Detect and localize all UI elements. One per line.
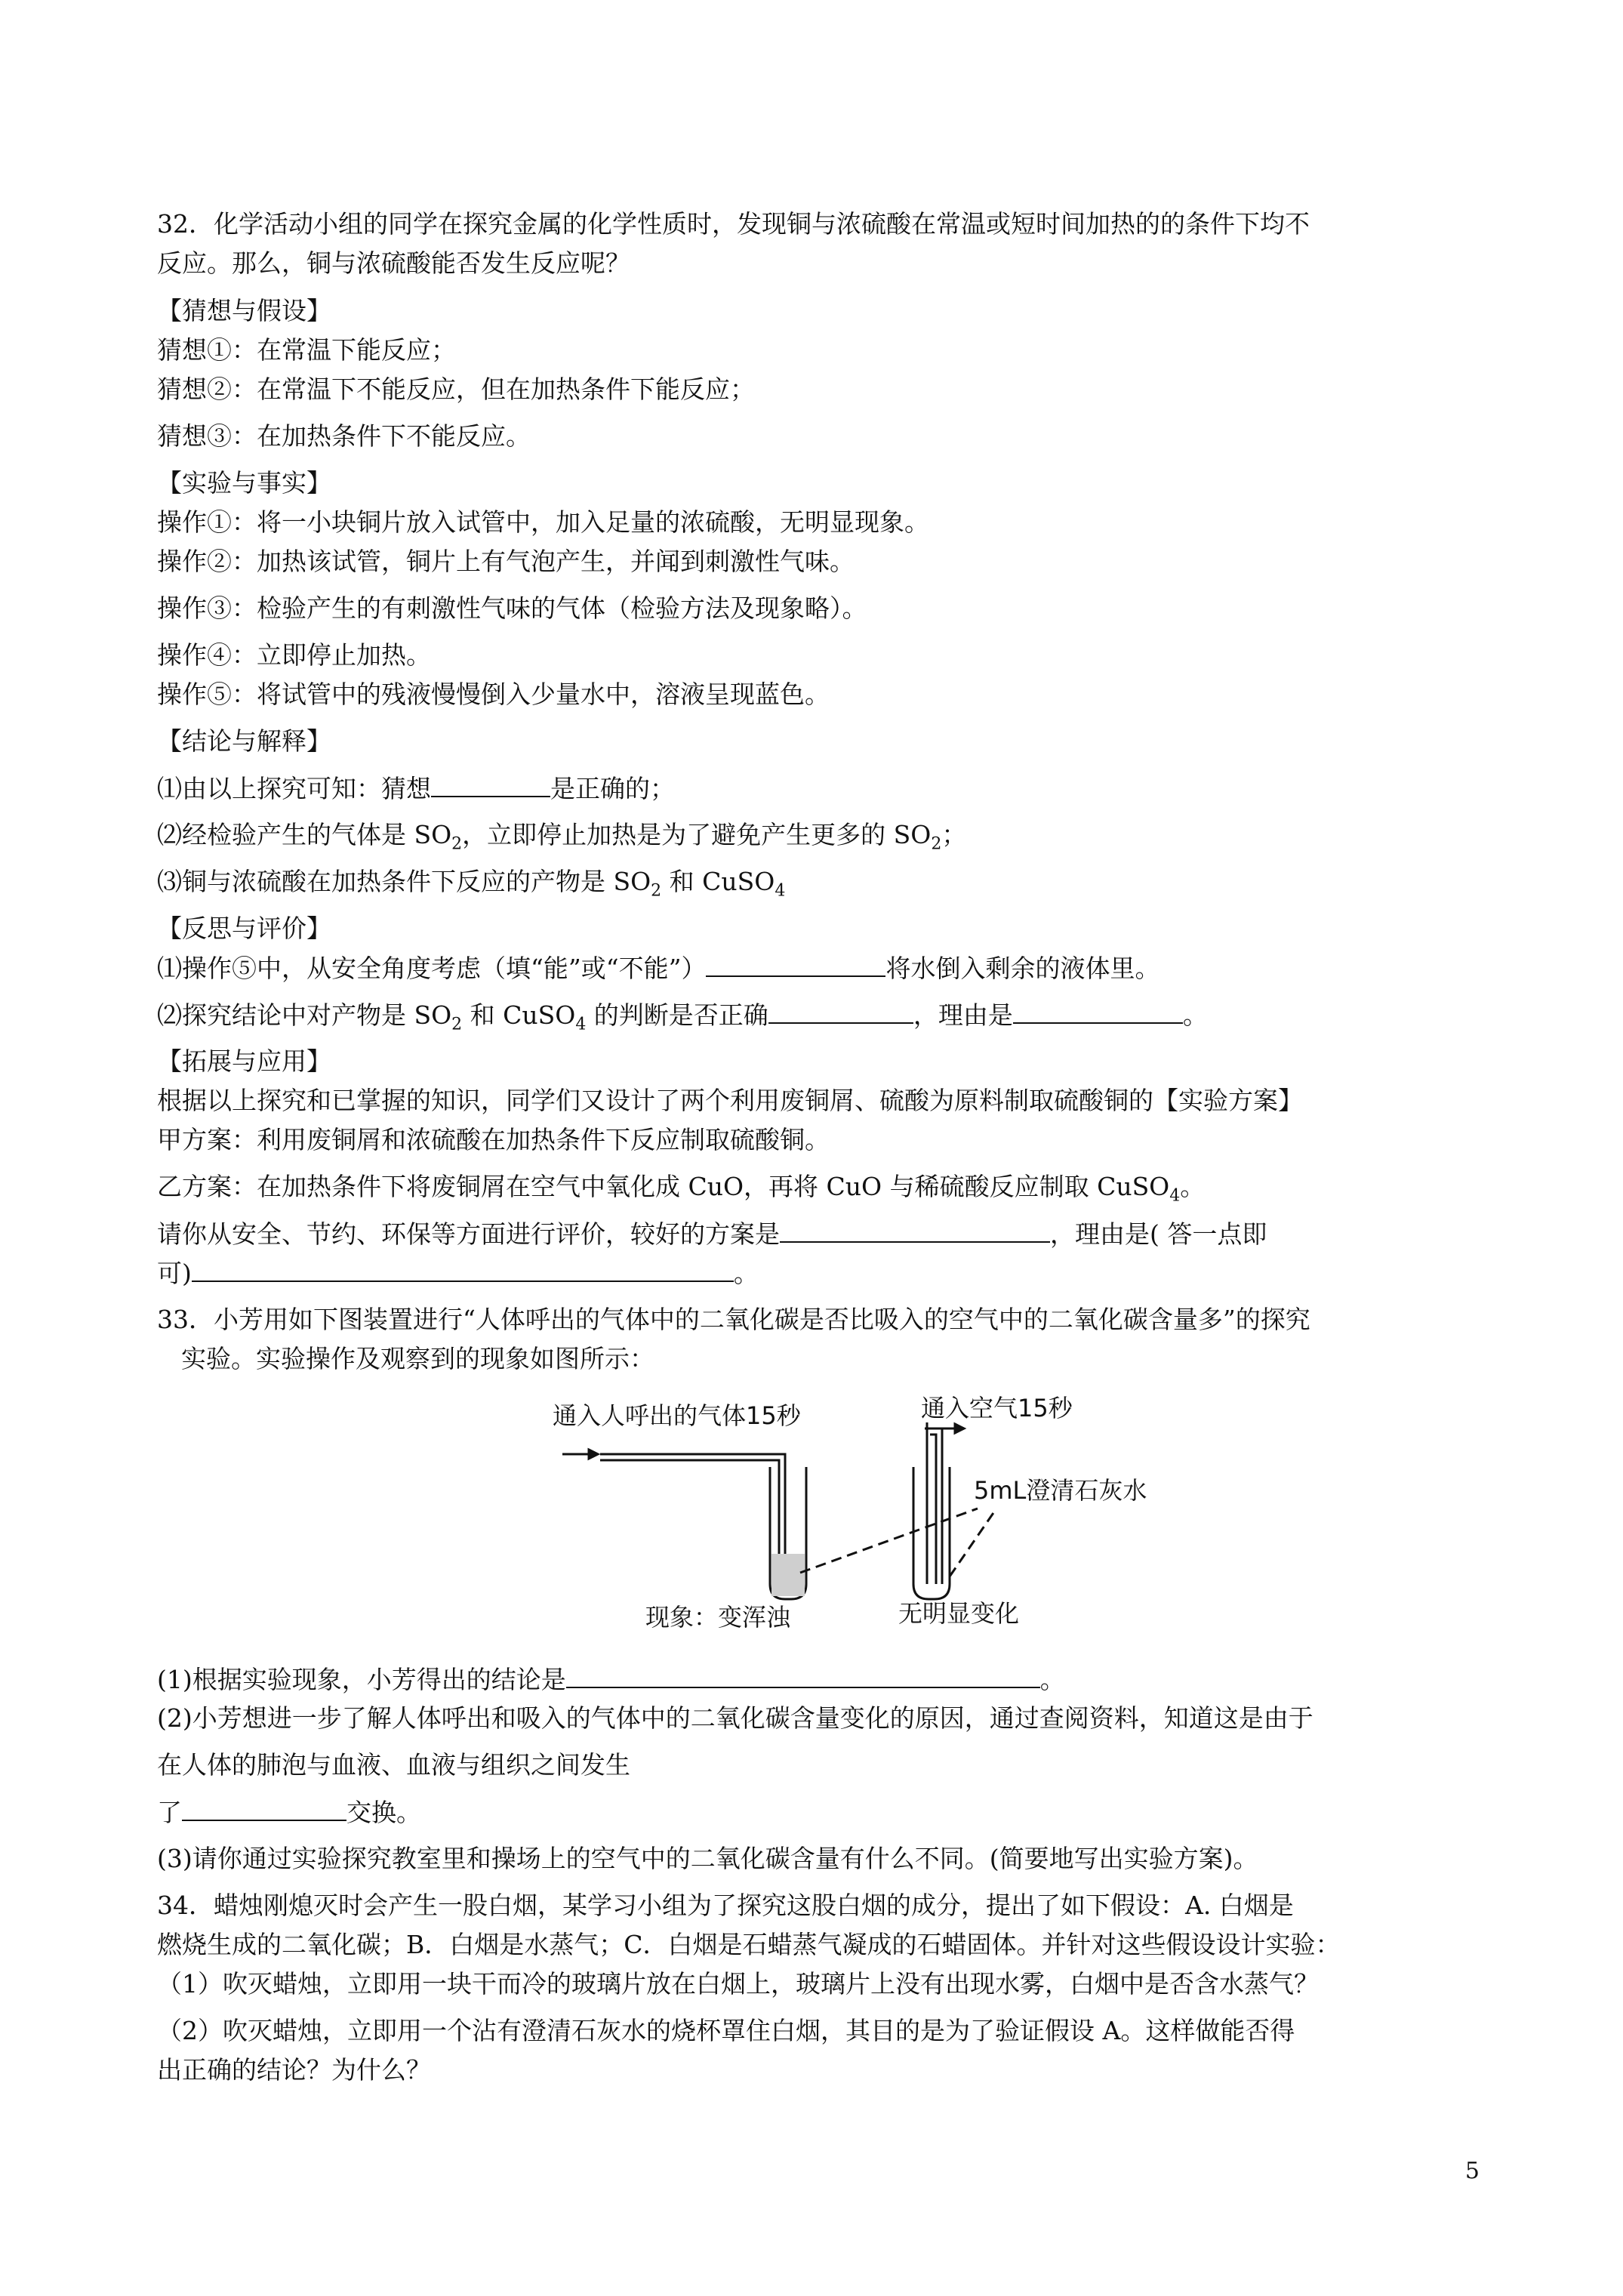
pointer-lines [800,1509,996,1576]
subscript-4: 4 [575,1015,587,1034]
subscript-2: 2 [451,834,463,854]
test-tube-right [913,1422,950,1599]
subscript-2: 2 [651,881,662,901]
q33-part-2-line-3 [157,1795,421,1829]
q34-part-2-line-2: 出正确的结论？为什么？ [157,2055,431,2085]
q32-section-reflection: 【反思与评价】 [157,914,331,943]
q32-operation-1: 操作①：将一小块铜片放入试管中，加入足量的浓硫酸，无明显现象。 [157,507,929,537]
answer-blank-conclusion[interactable] [566,1663,1040,1688]
q32-plan-b [157,1170,1206,1206]
q32-conclusion-1 [157,772,675,806]
subscript-2: 2 [931,834,942,854]
q32-hypothesis-3: 猜想③：在加热条件下不能反应。 [157,421,531,451]
q33-part-1 [157,1663,1065,1697]
subscript-2: 2 [451,1015,463,1034]
subscript-4: 4 [1169,1186,1181,1206]
evaluate-2-prefix: 可) [157,1259,192,1288]
reflection-2-text-a: ⑵探究结论中对产物是 SO [157,1000,452,1030]
label-no-change: 无明显变化 [898,1599,1020,1628]
conclusion-3-text-b: 和 CuSO [661,867,775,896]
answer-blank-safety[interactable] [706,951,885,977]
subscript-4: 4 [775,881,786,901]
answer-blank-plan-reason[interactable] [192,1256,734,1282]
page-number: 5 [1464,2158,1480,2184]
q32-reflection-1 [157,951,1160,985]
q34-stem-line-1: 34．蜡烛刚熄灭时会产生一股白烟，某学习小组为了探究这股白烟的成分，提出了如下假设：A. 白烟是 [157,1891,1294,1920]
answer-blank-exchange[interactable] [182,1795,346,1821]
evaluate-prefix: 请你从安全、节约、环保等方面进行评价，较好的方案是 [157,1219,780,1249]
q32-operation-3: 操作③：检验产生的有刺激性气味的气体（检验方法及现象略）。 [157,593,867,623]
q32-conclusion-3 [157,865,786,901]
q32-section-hypothesis: 【猜想与假设】 [157,296,331,325]
evaluate-middle: ，理由是( 答一点即 [1050,1219,1267,1249]
q32-reflection-2 [157,998,1208,1032]
label-limewater: 5mL澄清石灰水 [974,1476,1147,1505]
part-1-end: 。 [1039,1665,1065,1694]
q32-conclusion-2 [157,818,966,852]
q33-stem-line-2: 实验。实验操作及观察到的现象如图所示： [181,1344,654,1373]
arrow-right [925,1424,964,1433]
answer-blank-reason[interactable] [1013,998,1183,1024]
q32-hypothesis-2: 猜想②：在常温下不能反应，但在加热条件下能反应； [157,374,755,404]
q32-stem-line-2: 反应。那么，铜与浓硫酸能否发生反应呢？ [157,248,630,278]
q32-operation-5: 操作⑤：将试管中的残液慢慢倒入少量水中，溶液呈现蓝色。 [157,680,830,709]
answer-blank-hypothesis[interactable] [431,772,550,797]
q34-part-2-line-1: （2）吹灭蜡烛，立即用一个沾有澄清石灰水的烧杯罩住白烟，其目的是为了验证假设 A。这样做能否得 [157,2016,1295,2045]
conclusion-1-suffix: 是正确的； [550,774,675,803]
q32-application-1: 根据以上探究和已掌握的知识，同学们又设计了两个利用废铜屑、硫酸为原料制取硫酸铜的【实验方案】 [157,1086,1303,1115]
q33-part-2-line-1: (2)小芳想进一步了解人体呼出和吸入的气体中的二氧化碳含量变化的原因，通过查阅资料，知道这是由于 [157,1703,1313,1733]
conclusion-1-prefix: ⑴由以上探究可知：猜想 [157,774,431,803]
label-air: 通入空气15秒 [921,1395,1073,1422]
conclusion-3-text-a: ⑶铜与浓硫酸在加热条件下反应的产物是 SO [157,867,651,896]
q32-hypothesis-1: 猜想①：在常温下能反应； [157,335,456,365]
conclusion-2-text-c: ； [941,820,967,849]
test-tube-left [600,1454,806,1599]
answer-blank-correct[interactable] [768,998,913,1024]
label-exhaled-gas: 通入人呼出的气体15秒 [553,1401,801,1430]
q32-operation-4: 操作④：立即停止加热。 [157,640,431,670]
plan-b-text: 乙方案：在加热条件下将废铜屑在空气中氧化成 CuO，再将 CuO 与稀硫酸反应制取 CuSO [157,1172,1170,1201]
reflection-2-text-d: ，理由是 [913,1000,1013,1030]
evaluate-2-end: 。 [733,1259,759,1288]
reflection-2-text-c: 的判断是否正确 [586,1000,768,1030]
reflection-2-text-e: 。 [1182,1000,1208,1030]
q32-evaluate-2 [157,1256,759,1290]
plan-b-end: 。 [1180,1172,1206,1201]
reflection-2-text-b: 和 CuSO [462,1000,576,1030]
conclusion-2-text-b: ，立即停止加热是为了避免产生更多的 SO [462,820,932,849]
label-phenomenon-cloudy: 现象：变浑浊 [645,1603,791,1632]
q32-section-experiment: 【实验与事实】 [157,468,331,498]
part-2-prefix: 了 [157,1798,182,1827]
arrow-left [562,1450,598,1459]
q32-stem-line-1: 32．化学活动小组的同学在探究金属的化学性质时，发现铜与浓硫酸在常温或短时间加热的的条件下均不 [157,209,1310,239]
part-1-prefix: (1)根据实验现象，小芳得出的结论是 [157,1665,566,1694]
q34-stem-line-2: 燃烧生成的二氧化碳；B．白烟是水蒸气；C．白烟是石蜡蒸气凝成的石蜡固体。并针对这些假设设计实验： [157,1930,1341,1959]
q33-part-3: (3)请你通过实验探究教室里和操场上的空气中的二氧化碳含量有什么不同。(简要地写出实验方案)。 [157,1844,1258,1873]
limewater-experiment-figure [544,1395,1163,1644]
reflection-1-prefix: ⑴操作⑤中，从安全角度考虑（填“能”或“不能”） [157,954,707,983]
q32-section-conclusion: 【结论与解释】 [157,726,331,756]
q32-section-application: 【拓展与应用】 [157,1046,331,1076]
part-2-end: 交换。 [346,1798,421,1827]
q32-evaluate [157,1217,1267,1251]
q33-stem-line-1: 33．小芳用如下图装置进行“人体呼出的气体中的二氧化碳是否比吸入的空气中的二氧化碳含量多”的探究 [157,1305,1310,1334]
q32-operation-2: 操作②：加热该试管，铜片上有气泡产生，并闻到刺激性气味。 [157,547,855,576]
reflection-1-suffix: 将水倒入剩余的液体里。 [885,954,1160,983]
q33-part-2-line-2: 在人体的肺泡与血液、血液与组织之间发生 [157,1750,630,1780]
conclusion-2-text-a: ⑵经检验产生的气体是 SO [157,820,452,849]
q32-plan-a: 甲方案：利用废铜屑和浓硫酸在加热条件下反应制取硫酸铜。 [157,1125,830,1154]
answer-blank-better-plan[interactable] [780,1217,1050,1243]
q34-part-1: （1）吹灭蜡烛，立即用一块干而冷的玻璃片放在白烟上，玻璃片上没有出现水雾，白烟中是否含水蒸气？ [157,1969,1319,1999]
